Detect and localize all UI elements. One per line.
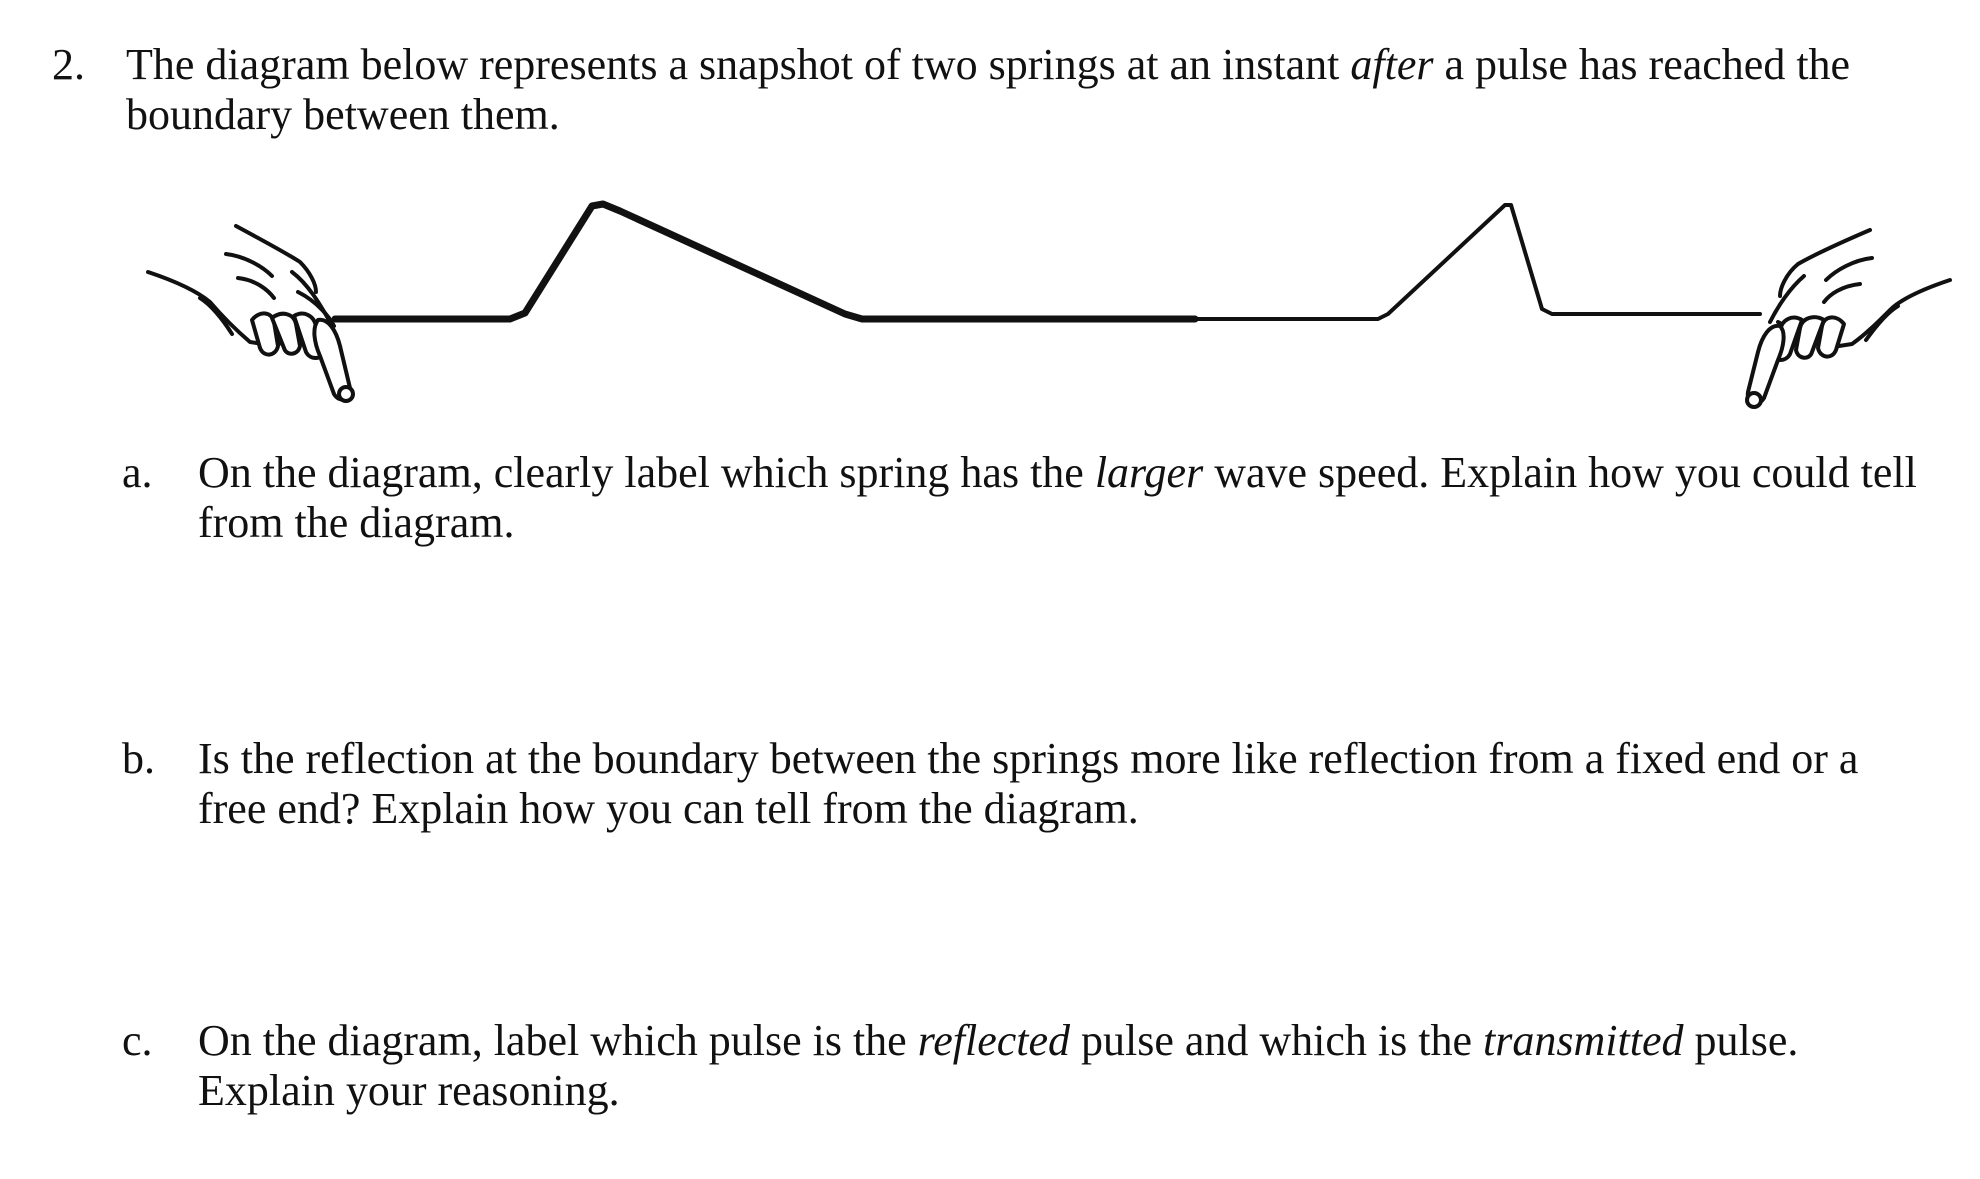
question-number: 2. (52, 40, 85, 89)
part-a-text-emphasis: larger (1094, 448, 1204, 497)
part-c-text-emphasis-reflected: reflected (917, 1016, 1070, 1065)
springs-diagram (0, 180, 1980, 410)
question-text-emphasis: after (1350, 40, 1434, 89)
part-c-text-start: On the diagram, label which pulse is the (198, 1016, 918, 1065)
right-hand-icon (1747, 230, 1950, 407)
part-c-text-middle: pulse and which is the (1070, 1016, 1484, 1065)
part-b-letter: b. (122, 734, 155, 783)
question-2 (52, 40, 1932, 140)
right-spring (1195, 205, 1760, 319)
part-c-text-end: pulse. Explain your reasoning. (198, 1016, 1799, 1115)
question-text-end: a pulse has reached the boundary between them. (126, 40, 1851, 139)
part-c-letter: c. (122, 1016, 153, 1065)
part-a-text (198, 448, 1932, 548)
part-c-text-emphasis-transmitted: transmitted (1483, 1016, 1684, 1065)
left-hand-icon (148, 226, 353, 401)
part-c-text (198, 1016, 1932, 1116)
part-a-text-start: On the diagram, clearly label which spring has the (198, 448, 1095, 497)
part-b (122, 734, 1932, 834)
part-c (122, 1016, 1932, 1116)
part-b-text: Is the reflection at the boundary between the springs more like reflection from a fixed end or a free end? Explain how you can tell from the diagram. (198, 734, 1859, 833)
question-text-start: The diagram below represents a snapshot of two springs at an instant (126, 40, 1351, 89)
part-a-letter: a. (122, 448, 153, 497)
part-a-text-end: wave speed. Explain how you could tell from the diagram. (198, 448, 1917, 547)
question-text (126, 40, 1932, 140)
part-a (122, 448, 1932, 548)
left-spring (335, 204, 1195, 319)
